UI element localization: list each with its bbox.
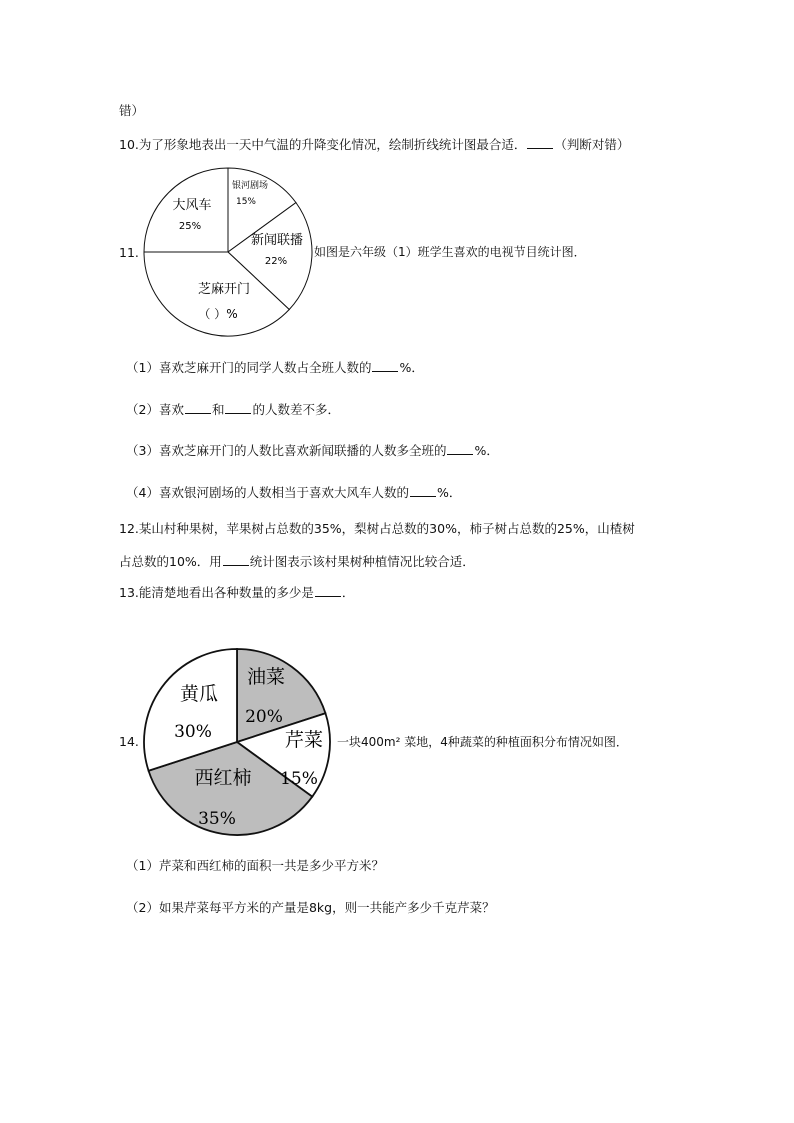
q12-blank[interactable] xyxy=(223,553,249,566)
pie2-label-youcai: 油菜 xyxy=(246,666,286,688)
q11-sub2-tail: 的人数差不多． xyxy=(252,402,340,417)
q10-line xyxy=(119,136,629,153)
q11-sub3 xyxy=(126,442,499,459)
q9-tail: 错） xyxy=(119,103,145,118)
q11-sub1-text: （1）喜欢芝麻开门的同学人数占全班人数的 xyxy=(126,360,372,375)
q11-caption: 如图是六年级（1）班学生喜欢的电视节目统计图． xyxy=(314,245,586,259)
q12-line1: 12.某山村种果树，苹果树占总数的35%，梨树占总数的30%，柿子树占总数的25%，山楂树 xyxy=(119,521,635,536)
q14-caption: 一块400m² 菜地，4种蔬菜的种植面积分布情况如图． xyxy=(337,735,628,749)
q11-sub2-and: 和 xyxy=(211,402,225,417)
pie2-pct-xihongshi: 35% xyxy=(198,809,236,829)
q11-pie-chart xyxy=(142,163,314,341)
q12-line2-text: 占总数的10%．用 xyxy=(119,554,222,569)
pie2-label-qincai: 芹菜 xyxy=(284,729,324,751)
pie1-label-xinwen: 新闻联播 xyxy=(250,233,304,248)
pie2-pct-youcai: 20% xyxy=(245,707,283,727)
q13-tail: ． xyxy=(341,585,355,600)
q14-sub1: （1）芹菜和西红柿的面积一共是多少平方米？ xyxy=(126,858,384,873)
q14-number: 14. xyxy=(119,734,139,749)
q11-number: 11. xyxy=(119,245,139,260)
q10-text: 10.为了形象地表出一天中气温的升降变化情况，绘制折线统计图最合适． xyxy=(119,137,527,152)
q11-sub2-blank1[interactable] xyxy=(185,401,211,414)
q10-tail: （判断对错） xyxy=(554,137,630,152)
q14-sub2: （2）如果芹菜每平方米的产量是8kg，则一共能产多少千克芹菜？ xyxy=(126,900,495,915)
q11-sub4-blank[interactable] xyxy=(410,484,436,497)
q11-sub1 xyxy=(126,359,424,376)
pie2-pct-huanggua: 30% xyxy=(174,722,212,742)
q11-sub1-blank[interactable] xyxy=(372,359,398,372)
pie1-label-dafengche: 大风车 xyxy=(172,198,212,213)
pie2-pct-qincai: 15% xyxy=(280,769,318,789)
q11-sub4-tail: %． xyxy=(436,485,462,500)
q11-sub2-blank2[interactable] xyxy=(225,401,251,414)
q11-sub1-tail: %． xyxy=(399,360,424,375)
q11-sub4 xyxy=(126,484,461,501)
q12-line2-tail: 统计图表示该村果树种植情况比较合适． xyxy=(249,554,475,569)
q11-sub3-tail: %． xyxy=(474,443,499,458)
pie1-label-yinhe: 银河剧场 xyxy=(231,181,269,191)
pie1-label-zhima: 芝麻开门 xyxy=(197,282,251,297)
q11-sub4-text: （4）喜欢银河剧场的人数相当于喜欢大风车人数的 xyxy=(126,485,409,500)
q13-blank[interactable] xyxy=(315,584,341,597)
q11-sub3-text: （3）喜欢芝麻开门的人数比喜欢新闻联播的人数多全班的 xyxy=(126,443,447,458)
pie1-pct-dafengche: 25% xyxy=(178,221,202,232)
q11-sub2-text: （2）喜欢 xyxy=(126,402,184,417)
q11-sub3-blank[interactable] xyxy=(447,442,473,455)
q13-line xyxy=(119,584,354,601)
pie2-label-xihongshi: 西红柿 xyxy=(194,767,252,789)
pie2-label-huanggua: 黄瓜 xyxy=(179,683,219,705)
q13-text: 13.能清楚地看出各种数量的多少是 xyxy=(119,585,314,600)
pie1-pct-zhima: （ ）% xyxy=(198,307,238,321)
q11-sub2 xyxy=(126,401,340,418)
pie1-pct-yinhe: 15% xyxy=(235,197,257,207)
q10-blank[interactable] xyxy=(527,136,553,149)
q12-line2 xyxy=(119,553,475,570)
pie1-pct-xinwen: 22% xyxy=(264,256,288,267)
q14-pie-chart xyxy=(142,644,334,840)
